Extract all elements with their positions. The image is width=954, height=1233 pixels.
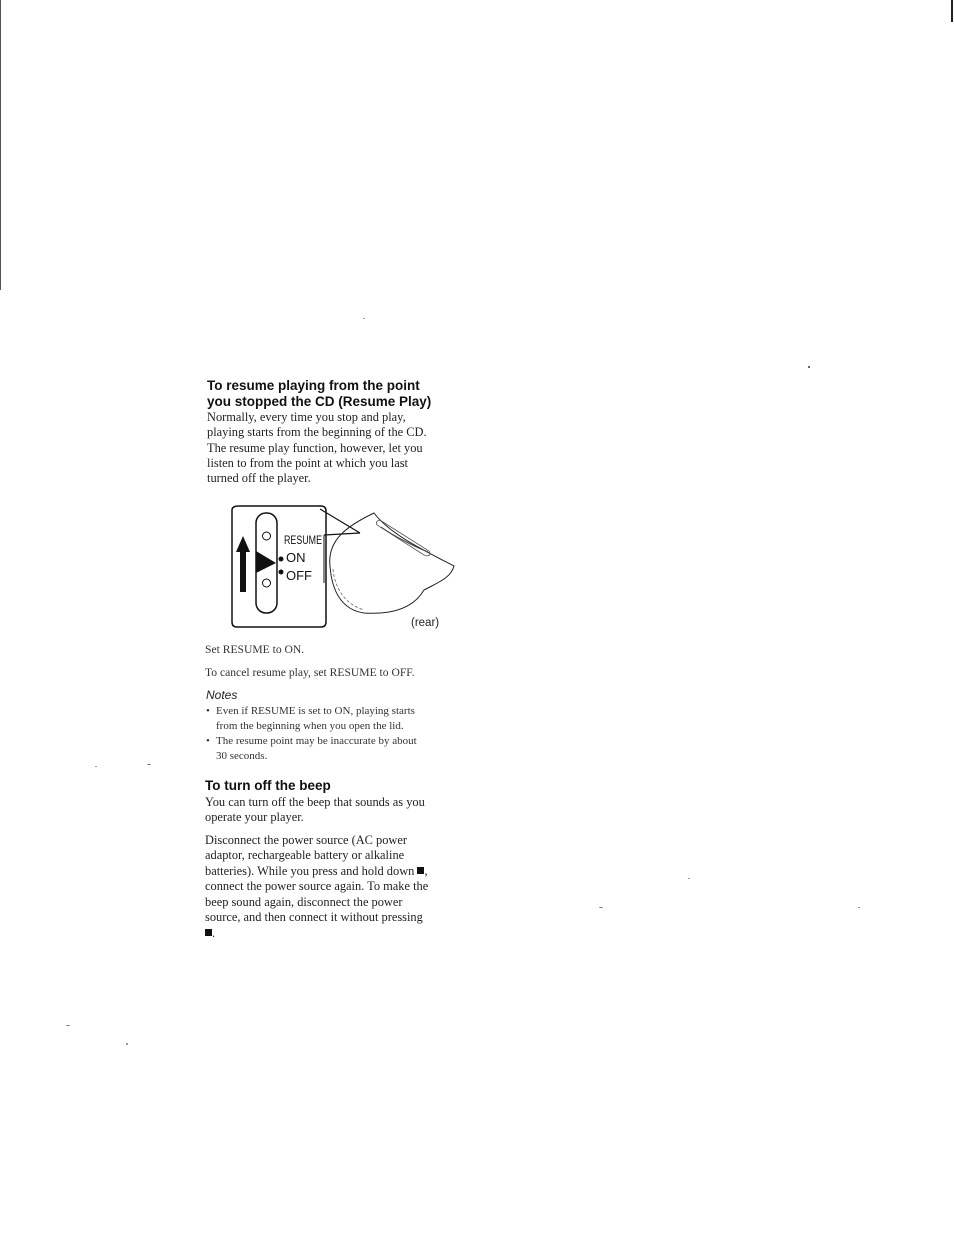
scan-speck [95,766,97,767]
scan-speck [126,1043,128,1045]
scan-speck [363,318,365,319]
notes-list [206,704,417,764]
off-label: OFF [286,568,312,583]
note-item [206,704,417,734]
on-label: ON [286,550,306,565]
beep-instruction-line: source, and then connect it without pressing [205,910,423,924]
final-period: . [212,926,216,940]
scan-speck [808,366,810,368]
note-line: 30 seconds. [216,750,268,762]
notes-title: Notes [206,688,238,702]
cd-player-edge [333,569,364,610]
beep-instruction-line: connect the power source again. To make the [205,879,429,893]
beep-intro-line: You can turn off the beep that sounds as you [205,795,425,809]
scan-speck [147,764,151,765]
beep-section-title: To turn off the beep [205,778,331,793]
note-line: The resume point may be inaccurate by about [216,735,417,747]
note-line: from the beginning when you open the lid. [216,720,404,732]
callout-frame [232,506,326,627]
rear-label: (rear) [411,617,440,629]
note-item [206,734,417,764]
beep-instruction-line: adaptor, rechargeable battery or alkaline [205,848,405,862]
note-bullet: • [206,705,210,717]
beep-instruction-text: batteries). While you press and hold down [205,864,415,878]
scan-speck [688,878,690,879]
beep-intro-line: operate your player. [205,810,304,824]
final-stop-line [205,926,215,941]
resume-paragraph-line: The resume play function, however, let you [207,441,423,455]
scan-edge-right [951,0,953,22]
resume-switch-label: RESUME [284,535,323,547]
beep-instruction-line: beep sound again, disconnect the power [205,895,403,909]
on-indicator-dot [279,557,284,562]
resume-paragraph-line: listen to from the point at which you last [207,456,408,470]
arrow-up-icon [236,536,250,592]
switch-upper-dot [263,532,271,540]
scan-speck [858,907,860,908]
beep-instruction-line-with-stop [205,864,428,879]
stop-square-icon [205,929,212,936]
switch-lower-dot [263,579,271,587]
switch-knob-triangle [256,551,276,573]
scan-edge-left [0,0,1,290]
resume-paragraph-line: Normally, every time you stop and play, [207,410,406,424]
cancel-resume-instruction: To cancel resume play, set RESUME to OFF. [205,666,415,679]
note-bullet: • [206,735,210,747]
scan-speck [66,1025,70,1026]
note-line: Even if RESUME is set to ON, playing starts [216,705,415,717]
scan-speck [599,907,603,908]
resume-paragraph-line: playing starts from the beginning of the CD. [207,425,427,439]
off-indicator-dot [279,570,284,575]
resume-section-title-line2: you stopped the CD (Resume Play) [207,394,432,409]
resume-switch-illustration [229,503,461,635]
resume-section-title-line1: To resume playing from the point [207,378,420,393]
beep-instruction-line: Disconnect the power source (AC power [205,833,407,847]
resume-paragraph-line: turned off the player. [207,471,311,485]
set-resume-instruction: Set RESUME to ON. [205,643,305,656]
trailing-comma: , [424,864,428,878]
resume-switch-figure [229,503,461,635]
